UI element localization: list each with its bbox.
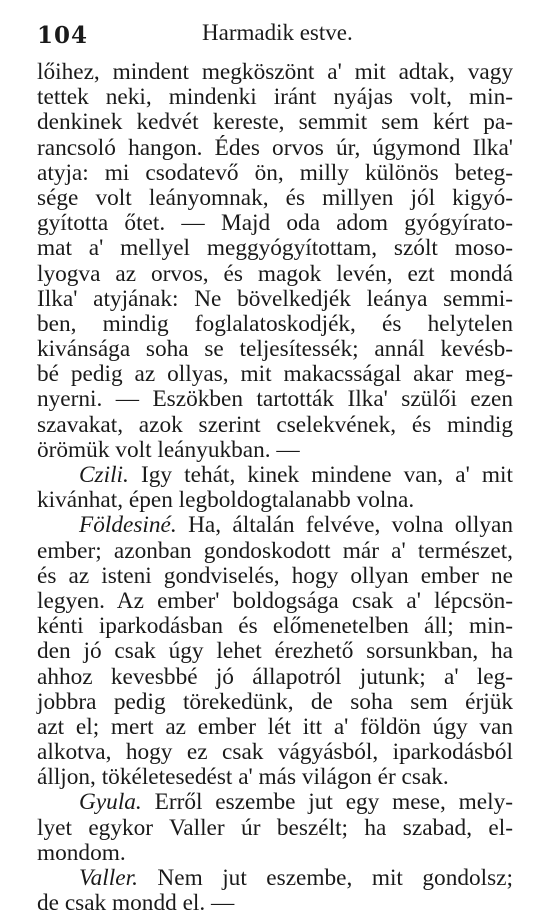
text-line: den jó csak úgy lehet érezhető sorsunkban, ha (37, 638, 513, 665)
dialogue-first-line (37, 463, 513, 488)
text-line: rancsoló hangon. Édes orvos úr, úgymond Ilka' (37, 134, 513, 161)
text-line: atyja: mi csodatevő ön, milly különös beteg- (37, 159, 513, 186)
text-line: tettek neki, mindenki iránt nyájas volt, min- (37, 84, 513, 111)
dialogue-text: Ha, általán felvéve, volna ollyan (176, 512, 513, 539)
dialogue-first-line (37, 790, 513, 815)
text-line: bé pedig az ollyas, mit makacsságal akar meg- (37, 361, 513, 388)
running-head: Harmadik estve. (202, 20, 353, 45)
text-line: jobbra pedig törekedünk, de soha sem érjük (37, 688, 513, 715)
text-line: legyen. Az ember' boldogsága csak a' lépcsön- (37, 587, 513, 614)
text-line: Ilka' atyjának: Ne bövelkedjék leánya semmi- (37, 285, 513, 312)
paragraph (37, 463, 526, 513)
speaker-name: Gyula. (79, 789, 142, 816)
text-line: azt el; mert az ember lét itt a' földön úgy van (37, 713, 513, 740)
paragraph (37, 513, 526, 790)
text-line: alkotva, hogy ez csak vágyásból, iparkodásból (37, 739, 513, 766)
speaker-name: Földesiné. (79, 512, 177, 539)
dialogue-first-line (37, 513, 513, 538)
text-line: ahhoz kevesbbé jó állapotról jutunk; a' leg- (37, 663, 513, 690)
page-number: 104 (37, 22, 89, 49)
dialogue-text: Nem jut eszembe, mit gondolsz; (137, 865, 513, 891)
text-line: gyította őtet. — Majd oda adom gyógyírato- (37, 210, 513, 237)
text-line: örömük volt leányukban. — (37, 436, 300, 463)
speaker-name: Valler. (79, 865, 138, 891)
paragraph (37, 60, 526, 463)
text-line: kivánhat, épen legboldogtalanabb volna. (37, 487, 415, 514)
text-line: lyet egykor Valler úr beszélt; ha szabad, el- (37, 814, 513, 841)
dialogue-text: Igy tehát, kinek mindene van, a' mit (128, 462, 513, 488)
dialogue-first-line (37, 866, 513, 891)
text-line: szavakat, azok szerint cselekvének, és mindig (37, 411, 513, 438)
text-line: ember; azonban gondoskodott már a' természet, (37, 537, 513, 564)
text-line: nyerni. — Eszökben tartották Ilka' szülői ezen (37, 386, 513, 413)
text-line: és az isteni gondviselés, hogy ollyan ember ne (37, 562, 513, 589)
text-line: denkinek kedvét kereste, semmit sem kért pa- (37, 109, 513, 136)
text-line: sége volt leányomnak, és millyen jól kigyó- (37, 184, 513, 211)
text-line: kénti iparkodásban és előmenetelben áll; min- (37, 613, 513, 640)
text-line: mondom. (37, 839, 126, 866)
page-header (37, 12, 526, 52)
speaker-name: Czili. (79, 462, 129, 488)
paragraph (37, 790, 526, 866)
dialogue-text: Erről eszembe jut egy mese, mely- (141, 789, 513, 816)
body-text (37, 60, 526, 916)
text-line: de csak mondd el. — (37, 890, 235, 916)
text-line: kivánsága soha se teljesítessék; annál kevésb- (37, 336, 513, 363)
text-line: lyogva az orvos, és magok levén, ezt mondá (37, 260, 513, 287)
paragraph (37, 866, 526, 916)
text-line: ben, mindig foglalatoskodjék, és helytelen (37, 310, 513, 337)
text-line: lőihez, mindent megköszönt a' mit adtak, vagy (37, 59, 513, 85)
text-line: mat a' mellyel meggyógyítottam, szólt moso- (37, 235, 513, 262)
text-line: álljon, tökéletesedést a' más világon ér csak. (37, 764, 449, 791)
